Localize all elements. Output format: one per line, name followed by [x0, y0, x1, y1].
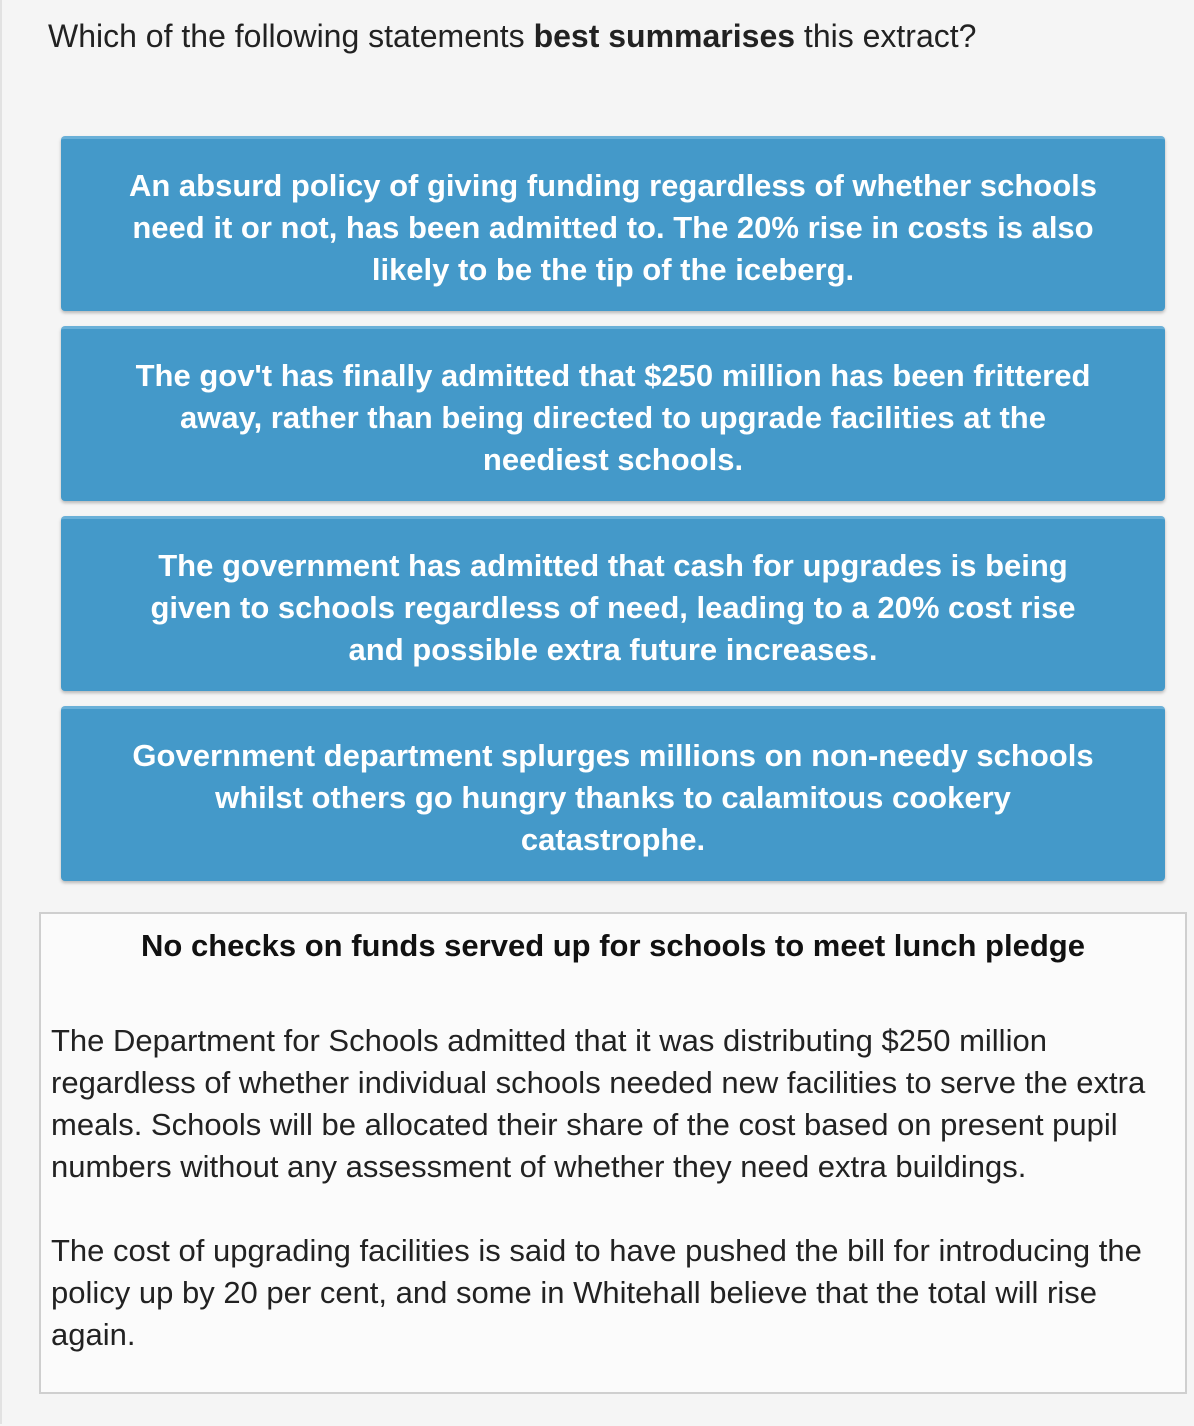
question-emphasis: best summarises: [533, 18, 796, 54]
extract-paragraph-1: The Department for Schools admitted that it was distributing $250 million regardless of whether individual schools needed new facilities to serve the extra meals. Schools will be allocated their share of the cost based on present pupil numbers without any assessment of whether they need extra buildings.: [51, 1023, 1146, 1184]
extract-panel: [39, 912, 1187, 1394]
question-prompt: [48, 14, 976, 58]
answer-option-1[interactable]: An absurd policy of giving funding regardless of whether schools need it or not, has been admitted to. The 20% rise in costs is also likely to be the tip of the iceberg.: [61, 136, 1165, 311]
answer-option-3[interactable]: The government has admitted that cash for upgrades is being given to schools regardless of need, leading to a 20% cost rise and possible extra future increases.: [61, 516, 1165, 691]
extract-title: No checks on funds served up for schools to meet lunch pledge: [141, 928, 1085, 963]
question-prefix: Which of the following statements: [48, 18, 534, 54]
extract-paragraph-2: The cost of upgrading facilities is said to have pushed the bill for introducing the policy up by 20 per cent, and some in Whitehall believe that the total will rise again.: [51, 1233, 1142, 1352]
answer-option-4[interactable]: Government department splurges millions on non-needy schools whilst others go hungry thanks to calamitous cookery catastrophe.: [61, 706, 1165, 881]
answer-options: [61, 136, 1165, 896]
answer-option-2[interactable]: The gov't has finally admitted that $250 million has been frittered away, rather than being directed to upgrade facilities at the neediest schools.: [61, 326, 1165, 501]
question-suffix: this extract?: [795, 18, 977, 54]
